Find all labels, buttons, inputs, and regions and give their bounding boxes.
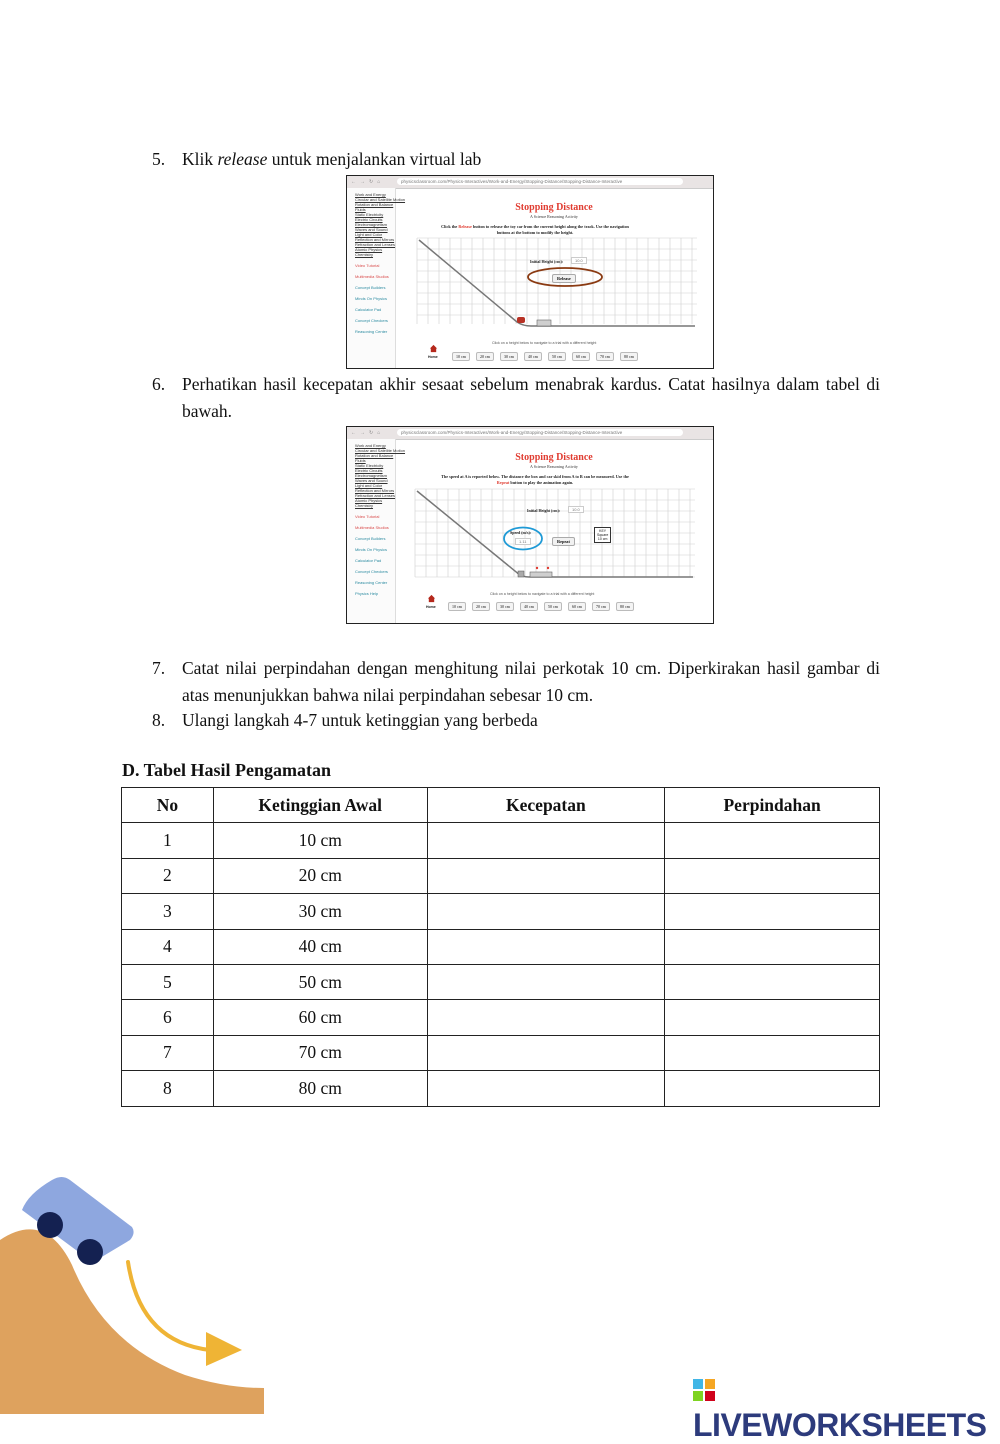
track-grid — [415, 489, 695, 583]
header-no: No — [122, 788, 214, 823]
sidebar-link[interactable]: Circular and Satellite Motion — [355, 448, 406, 453]
sidebar-link[interactable]: Electromagnetism — [355, 473, 388, 478]
cell-no: 7 — [122, 1035, 214, 1070]
height-button[interactable]: 40 cm — [520, 602, 538, 611]
brand-name: LIVEWORKSHEETS — [693, 1407, 987, 1443]
cardboard-box — [537, 320, 551, 326]
sidebar-link[interactable]: Static Electricity — [355, 212, 384, 217]
sidebar-section[interactable]: Concept Builders — [355, 285, 386, 290]
home-label: Home — [426, 605, 436, 609]
toy-car — [517, 317, 525, 323]
liveworksheets-logo-icon — [693, 1379, 715, 1401]
step-6 — [152, 371, 880, 425]
sim-instructions: The speed at A is reported below. The distance the box and car skid from A to B can be measured. Use the Repeat button to play the animation again. — [441, 474, 629, 485]
sidebar-link[interactable]: Waves and Sound — [355, 478, 388, 483]
cell-speed[interactable] — [427, 1000, 665, 1035]
height-value: 10.0 — [571, 257, 587, 264]
sidebar-sections — [347, 263, 395, 334]
speed-highlight-ellipse — [501, 525, 545, 552]
address-bar: physicsclassroom.com/Physics-Interactives/Work-and-Energy/Stopping-Distance/Stopping-Distance-Interactive — [397, 429, 683, 436]
height-button[interactable]: 20 cm — [476, 352, 494, 361]
arrow-head-icon — [206, 1332, 242, 1366]
sidebar-link[interactable]: Fluids — [355, 207, 366, 212]
browser-toolbar — [347, 427, 713, 440]
sidebar-link[interactable]: Refraction and Lenses — [355, 242, 396, 247]
cell-displacement[interactable] — [665, 1000, 880, 1035]
browser-nav-icons: ←→↻⌂ — [351, 430, 385, 436]
cell-initial-height: 50 cm — [213, 964, 427, 999]
table-row — [122, 964, 880, 999]
step-5 — [152, 146, 880, 173]
hill-shape — [0, 1229, 264, 1414]
cell-speed[interactable] — [427, 929, 665, 964]
speed-label: Speed (m/s): — [510, 530, 532, 535]
cell-initial-height: 20 cm — [213, 858, 427, 893]
car-wheel-front — [77, 1239, 103, 1265]
sidebar-link[interactable]: Rotation and Balance — [355, 202, 394, 207]
sidebar-link[interactable]: Refraction and Lenses — [355, 493, 396, 498]
table-row — [122, 1035, 880, 1070]
height-hint: Click on a height below to navigate to a trial with a different height — [490, 592, 595, 596]
sidebar-link[interactable]: Chemistry — [355, 252, 374, 257]
cell-speed[interactable] — [427, 858, 665, 893]
cell-no: 6 — [122, 1000, 214, 1035]
sidebar-section[interactable]: Physics Help — [355, 591, 379, 596]
sidebar-sections — [347, 514, 395, 596]
height-button[interactable]: 70 cm — [596, 352, 614, 361]
sidebar-link[interactable]: Atomic Physics — [355, 247, 383, 252]
cell-no: 2 — [122, 858, 214, 893]
cell-no: 3 — [122, 894, 214, 929]
sidebar-link[interactable]: Work and Energy — [355, 443, 386, 448]
sidebar-section[interactable]: Calculator Pad — [355, 307, 382, 312]
sim-subtitle: A Science Reasoning Activity — [530, 214, 578, 219]
sidebar-link[interactable]: Light and Color — [355, 232, 383, 237]
key-value: 10 cm — [597, 537, 608, 541]
sidebar-section[interactable]: Calculator Pad — [355, 558, 382, 563]
step-text: Ulangi langkah 4-7 untuk ketinggian yang berbeda — [182, 710, 538, 730]
cell-initial-height: 60 cm — [213, 1000, 427, 1035]
sidebar-section[interactable]: Concept Checkers — [355, 318, 388, 323]
sidebar-link[interactable]: Light and Color — [355, 483, 383, 488]
height-label: Initial Height (cm): — [527, 508, 561, 513]
virtual-lab-screenshot-release — [346, 175, 714, 369]
marker-b — [547, 567, 549, 569]
sim-subtitle: A Science Reasoning Activity — [530, 464, 578, 469]
car-hill-illustration — [0, 1170, 270, 1414]
home-label: Home — [428, 355, 438, 359]
repeat-button[interactable]: Repeat — [552, 537, 575, 546]
height-hint: Click on a height below to navigate to a trial with a different height — [492, 341, 597, 345]
cell-displacement[interactable] — [665, 1071, 880, 1106]
release-button[interactable]: Release — [552, 274, 576, 283]
header-displacement: Perpindahan — [665, 788, 880, 823]
sidebar-section[interactable]: Reasoning Center — [355, 329, 388, 334]
cell-no: 5 — [122, 964, 214, 999]
cell-speed[interactable] — [427, 1035, 665, 1070]
table-row — [122, 929, 880, 964]
ramp-track — [417, 491, 693, 577]
cell-displacement[interactable] — [665, 929, 880, 964]
height-button[interactable]: 20 cm — [472, 602, 490, 611]
table-row — [122, 1071, 880, 1106]
header-initial-height: Ketinggian Awal — [213, 788, 427, 823]
cell-initial-height: 30 cm — [213, 894, 427, 929]
height-button[interactable]: 80 cm — [620, 352, 638, 361]
sim-title: Stopping Distance — [515, 202, 593, 213]
cell-displacement[interactable] — [665, 894, 880, 929]
home-icon[interactable] — [429, 344, 438, 353]
step-number: 7. — [152, 658, 166, 678]
height-button[interactable]: 60 cm — [572, 352, 590, 361]
cell-initial-height: 70 cm — [213, 1035, 427, 1070]
sidebar-section[interactable]: Video Tutorial — [355, 514, 380, 519]
sidebar-link[interactable]: Reflection and Mirrors — [355, 237, 395, 242]
cell-initial-height: 40 cm — [213, 929, 427, 964]
toy-car — [518, 571, 524, 577]
home-icon[interactable] — [427, 594, 436, 603]
virtual-lab-screenshot-result — [346, 426, 714, 624]
cell-initial-height: 10 cm — [213, 823, 427, 858]
sidebar-link[interactable]: Electric Circuits — [355, 217, 383, 222]
header-speed: Kecepatan — [427, 788, 665, 823]
cardboard-box — [530, 572, 552, 577]
step-number: 5. — [152, 149, 166, 169]
table-row — [122, 823, 880, 858]
cell-displacement[interactable] — [665, 823, 880, 858]
marker-a — [536, 567, 538, 569]
step-text: Klik release untuk menjalankan virtual lab — [182, 149, 482, 169]
step-8 — [152, 707, 880, 734]
browser-toolbar — [347, 176, 713, 189]
key-title: KEY — [599, 529, 607, 533]
height-button[interactable]: 50 cm — [544, 602, 562, 611]
key-line: Square — [597, 533, 609, 537]
sidebar-section[interactable]: Multimedia Studios — [355, 274, 389, 279]
height-button[interactable]: 70 cm — [592, 602, 610, 611]
table-header-row — [122, 788, 880, 823]
sidebar-link[interactable]: Rotation and Balance — [355, 453, 394, 458]
cell-no: 4 — [122, 929, 214, 964]
observation-table — [121, 787, 880, 1107]
release-highlight-ellipse — [525, 265, 605, 289]
liveworksheets-brand — [693, 1370, 1000, 1444]
cell-speed[interactable] — [427, 894, 665, 929]
height-button[interactable]: 80 cm — [616, 602, 634, 611]
height-button[interactable]: 30 cm — [496, 602, 514, 611]
step-number: 8. — [152, 710, 166, 730]
sidebar-section[interactable]: Concept Checkers — [355, 569, 388, 574]
cell-no: 8 — [122, 1071, 214, 1106]
step-number: 6. — [152, 374, 166, 394]
sidebar-links — [347, 188, 406, 257]
sidebar-section[interactable]: Video Tutorial — [355, 263, 380, 268]
car-wheel-back — [37, 1212, 63, 1238]
table-row — [122, 894, 880, 929]
cell-no: 1 — [122, 823, 214, 858]
sidebar-link[interactable]: Static Electricity — [355, 463, 384, 468]
sidebar-links — [347, 439, 406, 508]
cell-displacement[interactable] — [665, 1035, 880, 1070]
sidebar — [347, 188, 406, 368]
cell-initial-height: 80 cm — [213, 1071, 427, 1106]
sidebar-link[interactable]: Atomic Physics — [355, 498, 383, 503]
cell-speed[interactable] — [427, 964, 665, 999]
browser-nav-icons: ←→↻⌂ — [351, 179, 385, 185]
cell-displacement[interactable] — [665, 858, 880, 893]
grid-key — [594, 527, 611, 543]
height-button[interactable]: 40 cm — [524, 352, 542, 361]
cell-displacement[interactable] — [665, 964, 880, 999]
height-button[interactable]: 30 cm — [500, 352, 518, 361]
sim-instructions: Click the Release button to release the toy car from the current height along the track. Use the navigation buttons at the bottom to modify the height. — [441, 224, 629, 235]
section-title: D. Tabel Hasil Pengamatan — [122, 760, 332, 780]
sidebar-link[interactable]: Fluids — [355, 458, 366, 463]
speed-value: 1.11 — [515, 538, 531, 545]
sidebar-section[interactable]: Concept Builders — [355, 536, 386, 541]
sidebar-link[interactable]: Chemistry — [355, 503, 374, 508]
sidebar-section[interactable]: Multimedia Studios — [355, 525, 389, 530]
step-text: Perhatikan hasil kecepatan akhir sesaat sebelum menabrak kardus. Catat hasilnya dalam tabel di bawah. — [182, 374, 880, 421]
height-button[interactable]: 10 cm — [452, 352, 470, 361]
sidebar-link[interactable]: Circular and Satellite Motion — [355, 197, 406, 202]
sidebar — [347, 439, 406, 623]
sidebar-link[interactable]: Electromagnetism — [355, 222, 388, 227]
height-value: 10.0 — [568, 506, 584, 513]
sidebar-section[interactable]: Minds On Physics — [355, 547, 388, 552]
cell-speed[interactable] — [427, 1071, 665, 1106]
sidebar-section[interactable]: Reasoning Center — [355, 580, 388, 585]
table-row — [122, 1000, 880, 1035]
sidebar-section[interactable]: Minds On Physics — [355, 296, 388, 301]
cell-speed[interactable] — [427, 823, 665, 858]
step-7 — [152, 655, 880, 709]
sidebar-link[interactable]: Reflection and Mirrors — [355, 488, 395, 493]
height-label: Initial Height (cm): — [530, 259, 564, 264]
height-button[interactable]: 60 cm — [568, 602, 586, 611]
address-bar: physicsclassroom.com/Physics-Interactives/Work-and-Energy/Stopping-Distance/Stopping-Distance-Interactive — [397, 178, 683, 185]
sidebar-link[interactable]: Electric Circuits — [355, 468, 383, 473]
step-text: Catat nilai perpindahan dengan menghitung nilai perkotak 10 cm. Diperkirakan hasil gambar di atas menunjukkan bahwa nilai perpindahan sebesar 10 cm. — [182, 658, 880, 705]
sidebar-link[interactable]: Waves and Sound — [355, 227, 388, 232]
height-button[interactable]: 50 cm — [548, 352, 566, 361]
motion-arrow — [128, 1262, 210, 1350]
sim-title: Stopping Distance — [515, 452, 593, 463]
height-button[interactable]: 10 cm — [448, 602, 466, 611]
sidebar-link[interactable]: Work and Energy — [355, 192, 386, 197]
table-row — [122, 858, 880, 893]
